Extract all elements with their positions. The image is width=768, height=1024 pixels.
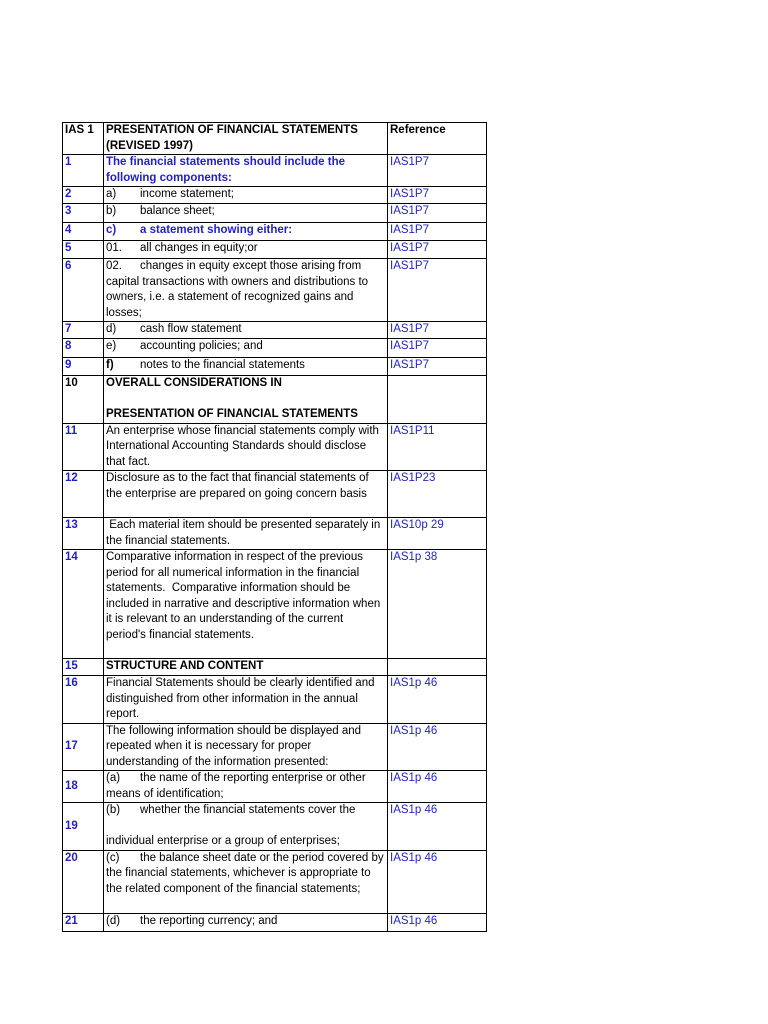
row-text <box>104 241 388 259</box>
row-number: 8 <box>63 339 104 358</box>
row-text: Each material item should be presented separately in the financial statements. <box>104 518 388 550</box>
table-row <box>63 376 487 424</box>
row-body: cash flow statement <box>140 323 242 335</box>
row-reference: IAS1p 46 <box>388 771 487 803</box>
section-heading-line2: PRESENTATION OF FINANCIAL STATEMENTS <box>106 408 358 420</box>
row-text: Disclosure as to the fact that financial statements of the enterprise are prepared on going concern basis <box>104 471 388 518</box>
row-reference: IAS1P7 <box>388 155 487 187</box>
row-reference: IAS1P7 <box>388 322 487 339</box>
row-text: Comparative information in respect of the previous period for all numerical information in the financial statements. Comparative information should be included in narrative and descriptive information when it is relevant to an understanding of the current period's financial statements. <box>104 550 388 659</box>
row-text <box>104 223 388 241</box>
row-body: a statement showing either: <box>140 224 293 236</box>
table-header-row <box>63 123 487 155</box>
row-text <box>104 204 388 223</box>
row-reference: IAS1P7 <box>388 358 487 376</box>
row-number: 18 <box>63 771 104 803</box>
row-prefix: a) <box>106 188 117 200</box>
row-reference: IAS1p 46 <box>388 850 487 913</box>
row-number: 4 <box>63 223 104 241</box>
row-reference: IAS1p 38 <box>388 550 487 659</box>
row-number: 6 <box>63 259 104 322</box>
row-number: 14 <box>63 550 104 659</box>
row-prefix: (a) <box>106 772 121 784</box>
table-row <box>63 850 487 913</box>
table-row <box>63 518 487 550</box>
row-reference: IAS1P7 <box>388 339 487 358</box>
table-row <box>63 423 487 471</box>
table-row <box>63 204 487 223</box>
ias1-checklist-table <box>62 122 487 932</box>
row-text <box>104 358 388 376</box>
row-body-continued: individual enterprise or a group of enterprises; <box>106 835 340 847</box>
table-row <box>63 259 487 322</box>
header-title-line2: (REVISED 1997) <box>106 139 193 152</box>
row-prefix: 02. <box>106 260 122 272</box>
row-body: income statement; <box>140 188 234 200</box>
row-number: 11 <box>63 423 104 471</box>
row-text <box>104 850 388 913</box>
row-prefix: (c) <box>106 851 120 864</box>
row-reference: IAS1P7 <box>388 259 487 322</box>
row-number: 7 <box>63 322 104 339</box>
row-reference <box>388 659 487 676</box>
row-text <box>104 913 388 931</box>
row-text <box>104 771 388 803</box>
row-body: accounting policies; and <box>140 340 263 352</box>
header-title-line1: PRESENTATION OF FINANCIAL STATEMENTS <box>106 124 358 136</box>
row-prefix: (d) <box>106 914 121 927</box>
row-number: 9 <box>63 358 104 376</box>
header-standard: IAS 1 <box>63 123 104 155</box>
row-body: whether the financial statements cover the <box>140 804 356 816</box>
table-row <box>63 322 487 339</box>
row-body: all changes in equity;or <box>140 242 258 254</box>
row-reference: IAS1p 46 <box>388 913 487 931</box>
row-prefix: (b) <box>106 804 121 816</box>
row-text <box>104 187 388 204</box>
header-title <box>104 123 388 155</box>
table-row <box>63 913 487 931</box>
table-row <box>63 187 487 204</box>
row-reference: IAS1P7 <box>388 187 487 204</box>
row-reference <box>388 376 487 424</box>
row-reference: IAS1P23 <box>388 471 487 518</box>
row-number: 20 <box>63 850 104 913</box>
row-prefix: d) <box>106 323 117 335</box>
table-row <box>63 223 487 241</box>
table-row <box>63 659 487 676</box>
table-row <box>63 241 487 259</box>
row-body: the reporting currency; and <box>140 914 278 927</box>
row-body: changes in equity except those arising from capital transactions with owners and distributions to owners, i.e. a statement of recognized gains and losses; <box>106 260 369 319</box>
header-reference: Reference <box>388 123 487 155</box>
table-row <box>63 339 487 358</box>
row-body: the balance sheet date or the period covered by the financial statements, whichever is appropriate to the related component of the financial statements; <box>106 851 384 895</box>
table-row <box>63 723 487 771</box>
row-text <box>104 339 388 358</box>
row-number: 17 <box>63 723 104 771</box>
row-number: 13 <box>63 518 104 550</box>
row-number: 12 <box>63 471 104 518</box>
row-number: 5 <box>63 241 104 259</box>
row-text <box>104 322 388 339</box>
row-number: 1 <box>63 155 104 187</box>
row-text: STRUCTURE AND CONTENT <box>104 659 388 676</box>
table-row <box>63 358 487 376</box>
row-text: The financial statements should include the following components: <box>104 155 388 187</box>
row-prefix: 01. <box>106 242 122 254</box>
table-row <box>63 771 487 803</box>
row-number: 3 <box>63 204 104 223</box>
row-prefix: f) <box>106 359 114 371</box>
row-text: The following information should be displayed and repeated when it is necessary for proper understanding of the information presented: <box>104 723 388 771</box>
table-row <box>63 803 487 851</box>
section-heading-line1: OVERALL CONSIDERATIONS IN <box>106 377 282 389</box>
table-row <box>63 471 487 518</box>
row-number: 10 <box>63 376 104 424</box>
row-number: 15 <box>63 659 104 676</box>
row-text <box>104 259 388 322</box>
row-text: Financial Statements should be clearly identified and distinguished from other information in the annual report. <box>104 676 388 724</box>
row-number: 16 <box>63 676 104 724</box>
row-prefix: e) <box>106 340 117 352</box>
row-body: the name of the reporting enterprise or other means of identification; <box>106 772 366 800</box>
row-reference: IAS10p 29 <box>388 518 487 550</box>
row-reference: IAS1P7 <box>388 223 487 241</box>
row-text <box>104 803 388 851</box>
row-number: 21 <box>63 913 104 931</box>
row-body: balance sheet; <box>140 205 215 217</box>
row-reference: IAS1P11 <box>388 423 487 471</box>
row-number: 2 <box>63 187 104 204</box>
row-prefix: b) <box>106 205 117 217</box>
table-row <box>63 550 487 659</box>
row-reference: IAS1p 46 <box>388 803 487 851</box>
row-reference: IAS1P7 <box>388 241 487 259</box>
row-reference: IAS1p 46 <box>388 676 487 724</box>
table-row <box>63 676 487 724</box>
table-row <box>63 155 487 187</box>
row-body: notes to the financial statements <box>140 359 305 371</box>
row-prefix: c) <box>106 224 117 236</box>
row-number: 19 <box>63 803 104 851</box>
row-reference: IAS1P7 <box>388 204 487 223</box>
row-text: An enterprise whose financial statements comply with International Accounting Standards should disclose that fact. <box>104 423 388 471</box>
row-text <box>104 376 388 424</box>
row-reference: IAS1p 46 <box>388 723 487 771</box>
